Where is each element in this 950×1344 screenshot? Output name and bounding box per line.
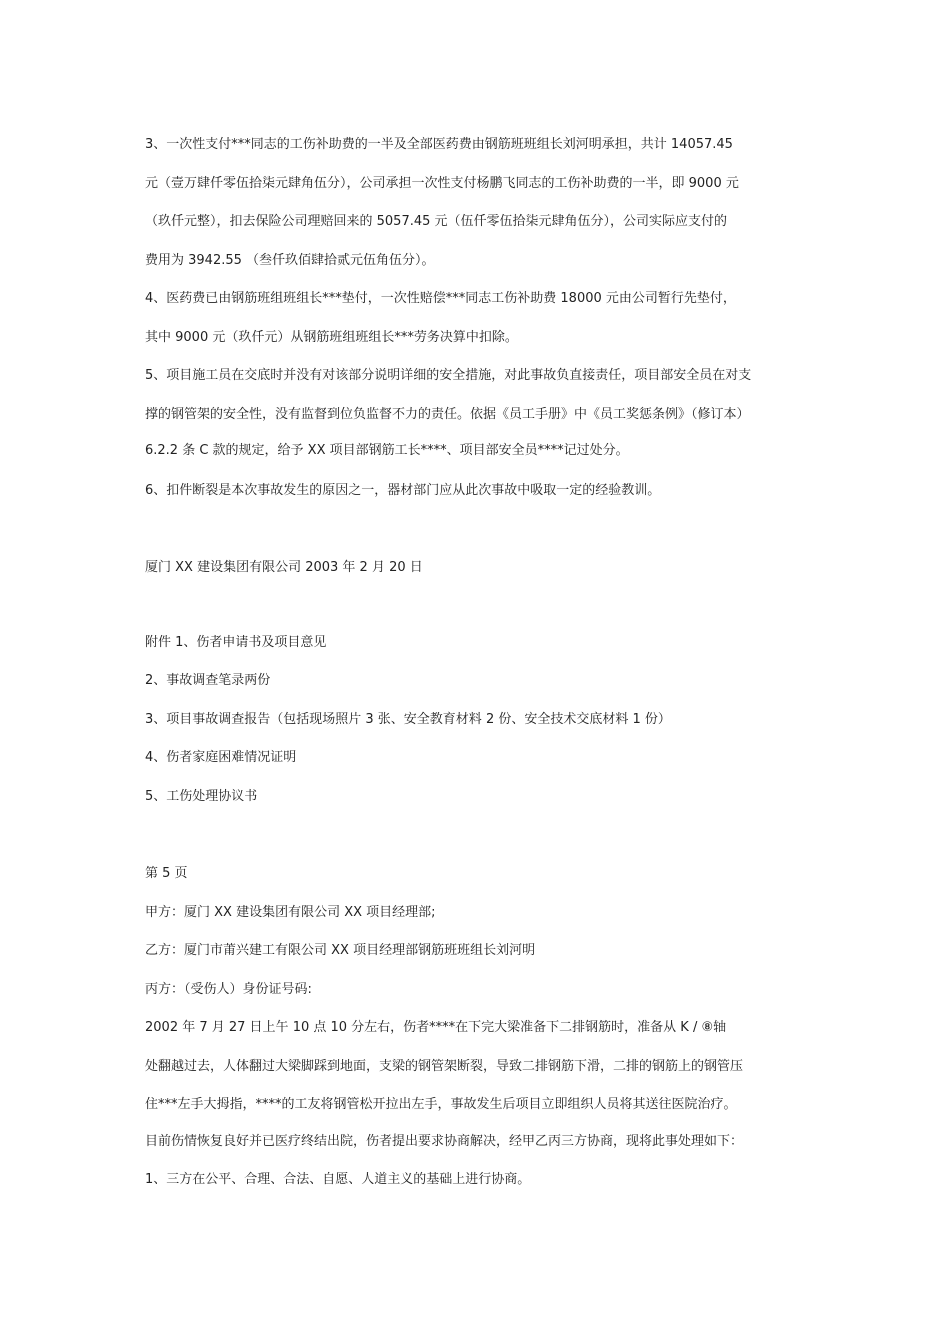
paragraph-line: 住***左手大拇指，****的工友将钢管松开拉出左手，事故发生后项目立即组织人员将其送往医院治疗。 bbox=[145, 1097, 737, 1112]
paragraph-line: 2002 年 7 月 27 日上午 10 点 10 分左右，伤者****在下完大梁准备下二排钢筋时，准备从 K / ⑧轴 bbox=[145, 1020, 727, 1035]
paragraph-line: 5、项目施工员在交底时并没有对该部分说明详细的安全措施，对此事故负直接责任，项目部安全员在对支 bbox=[145, 368, 752, 383]
attachment-item: 附件 1、伤者申请书及项目意见 bbox=[145, 635, 327, 650]
party-a-line: 甲方：厦门 XX 建设集团有限公司 XX 项目经理部; bbox=[145, 905, 436, 920]
party-b-line: 乙方：厦门市莆兴建工有限公司 XX 项目经理部钢筋班班组长刘河明 bbox=[145, 943, 536, 958]
paragraph-line: 费用为 3942.55 （叁仟玖佰肆拾贰元伍角伍分）。 bbox=[145, 253, 435, 268]
paragraph-line: 元（壹万肆仟零伍拾柒元肆角伍分），公司承担一次性支付杨鹏飞同志的工伤补助费的一半，即 9000 元 bbox=[145, 176, 739, 191]
paragraph-line: 撑的钢管架的安全性，没有监督到位负监督不力的责任。依据《员工手册》中《员工奖惩条例》（修订本） bbox=[145, 407, 750, 422]
paragraph-line: 6、扣件断裂是本次事故发生的原因之一，器材部门应从此次事故中吸取一定的经验教训。 bbox=[145, 483, 661, 498]
paragraph-line: （玖仟元整），扣去保险公司理赔回来的 5057.45 元（伍仟零伍拾柒元肆角伍分），公司实际应支付的 bbox=[145, 214, 728, 229]
signature-line: 厦门 XX 建设集团有限公司 2003 年 2 月 20 日 bbox=[145, 560, 423, 575]
paragraph-line: 3、一次性支付***同志的工伤补助费的一半及全部医药费由钢筋班班组长刘河明承担，共计 14057.45 bbox=[145, 137, 733, 152]
paragraph-line: 4、医药费已由钢筋班组班组长***垫付，一次性赔偿***同志工伤补助费 18000 元由公司暂行先垫付， bbox=[145, 291, 736, 306]
attachment-item: 3、项目事故调查报告（包括现场照片 3 张、安全教育材料 2 份、安全技术交底材料 1 份） bbox=[145, 712, 671, 727]
paragraph-line: 6.2.2 条 C 款的规定，给予 XX 项目部钢筋工长****、项目部安全员****记过处分。 bbox=[145, 443, 629, 458]
attachment-item: 4、伤者家庭困难情况证明 bbox=[145, 750, 297, 765]
paragraph-line: 其中 9000 元（玖仟元）从钢筋班组班组长***劳务决算中扣除。 bbox=[145, 330, 518, 345]
attachment-item: 2、事故调查笔录两份 bbox=[145, 673, 271, 688]
attachment-item: 5、工伤处理协议书 bbox=[145, 789, 258, 804]
paragraph-line: 1、三方在公平、合理、合法、自愿、人道主义的基础上进行协商。 bbox=[145, 1172, 531, 1187]
party-c-line: 丙方：（受伤人）身份证号码: bbox=[145, 982, 312, 997]
paragraph-line: 处翻越过去，人体翻过大梁脚踩到地面，支梁的钢管架断裂，导致二排钢筋下滑，二排的钢筋上的钢管压 bbox=[145, 1059, 744, 1074]
paragraph-line: 目前伤情恢复良好并已医疗终结出院，伤者提出要求协商解决，经甲乙丙三方协商，现将此事处理如下： bbox=[145, 1134, 744, 1149]
page-label: 第 5 页 bbox=[145, 866, 188, 881]
